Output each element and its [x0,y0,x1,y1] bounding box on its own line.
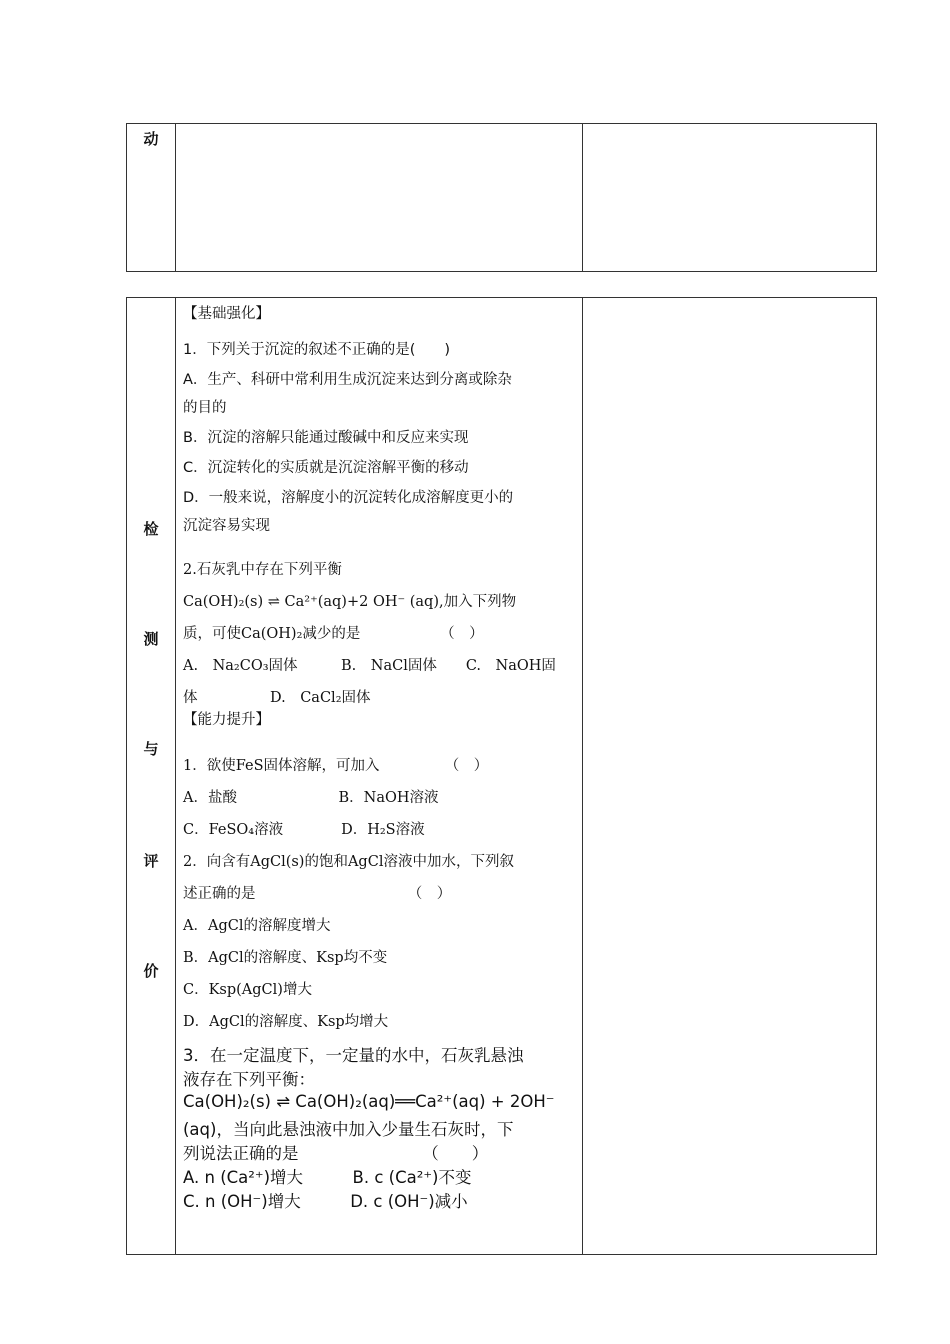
q5-options-cd: C. n (OH⁻)增大 D. c (OH⁻)减小 [183,1192,468,1211]
q1-option-d: D．一般来说，溶解度小的沉淀转化成溶解度更小的 [183,490,514,506]
q2-equation: Ca(OH)₂(s) ⇌ Ca²⁺(aq)+2 OH⁻ (aq),加入下列物 [183,594,517,610]
q4-stem-cont: 述正确的是 （ ） [183,886,452,902]
section-heading-advanced: 【能力提升】 [183,712,270,728]
q2-stem-cont: 质，可使Ca(OH)₂减少的是 （ ） [183,626,484,642]
q1-option-c: C．沉淀转化的实质就是沉淀溶解平衡的移动 [183,460,469,476]
q5-line-2: 液存在下列平衡： [183,1070,315,1089]
q4-stem: 2．向含有AgCl(s)的饱和AgCl溶液中加水，下列叙 [183,854,514,870]
q5-options-ab: A. n (Ca²⁺)增大 B. c (Ca²⁺)不变 [183,1168,472,1187]
side-label-yu: 与 [143,740,159,758]
q4-option-d: D．AgCl的溶解度、Ksp均增大 [183,1014,389,1030]
side-label-ping: 评 [143,852,159,870]
q5-equation: Ca(OH)₂(s) ⇌ Ca(OH)₂(aq)══Ca²⁺(aq) + 2OH⁻ [183,1092,555,1111]
side-label-jian: 检 [143,520,159,538]
q1-option-a: A．生产、科研中常利用生成沉淀来达到分离或除杂 [183,372,512,388]
q1-option-d-cont: 沉淀容易实现 [183,518,270,534]
top-side-label: 动 [143,130,159,148]
q2-options: A. Na₂CO₃固体 B. NaCl固体 C. NaOH固 [183,658,556,674]
main-table-divider-1 [175,298,176,1254]
side-label-jia: 价 [143,962,159,980]
top-table-divider-1 [175,124,176,271]
main-table-divider-2 [582,298,583,1254]
top-table [126,123,877,272]
top-table-divider-2 [582,124,583,271]
q1-stem: 1．下列关于沉淀的叙述不正确的是( ) [183,342,451,358]
main-table [126,297,877,1255]
q5-line-1: 3．在一定温度下，一定量的水中，石灰乳悬浊 [183,1046,524,1065]
q1-option-b: B．沉淀的溶解只能通过酸碱中和反应来实现 [183,430,469,446]
q4-option-a: A．AgCl的溶解度增大 [183,918,331,934]
q3-options-cd: C．FeSO₄溶液 D．H₂S溶液 [183,822,425,838]
side-label-ce: 测 [143,630,159,648]
q3-options-ab: A．盐酸 B．NaOH溶液 [183,790,439,806]
q2-stem: 2.石灰乳中存在下列平衡 [183,562,342,578]
section-heading-basic: 【基础强化】 [183,306,270,322]
q4-option-c: C．Ksp(AgCl)增大 [183,982,312,998]
q5-line-5: 列说法正确的是 （ ） [183,1144,489,1163]
q5-line-4: (aq)，当向此悬浊液中加入少量生石灰时，下 [183,1120,514,1139]
q4-option-b: B．AgCl的溶解度、Ksp均不变 [183,950,388,966]
q1-option-a-cont: 的目的 [183,400,227,416]
q3-stem: 1．欲使FeS固体溶解，可加入 （ ） [183,758,489,774]
q2-options-cont: 体 D. CaCl₂固体 [183,690,371,706]
